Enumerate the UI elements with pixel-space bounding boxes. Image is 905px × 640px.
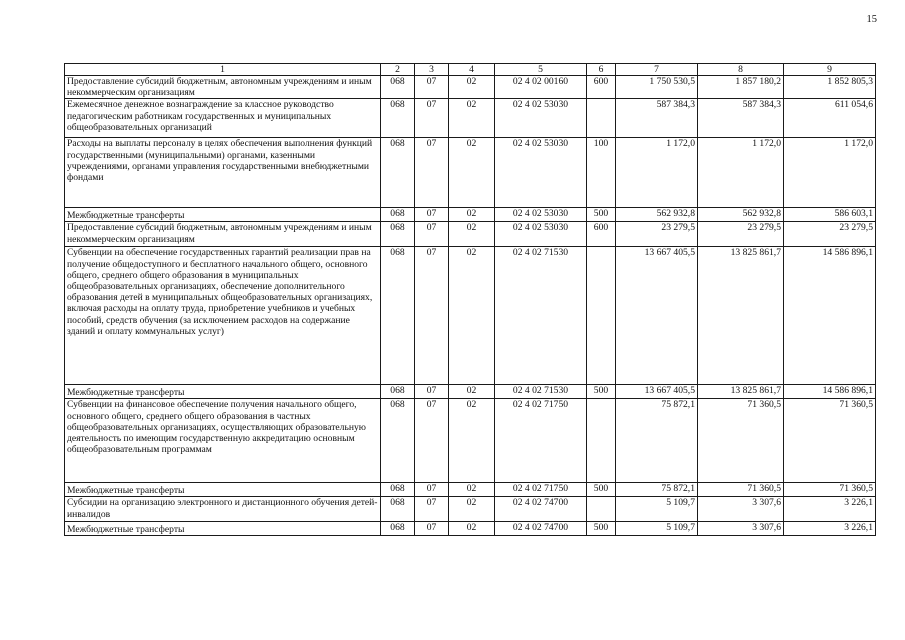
cell-col6: 100 [587,138,616,208]
table-row [65,76,876,99]
row-description: Предоставление субсидий бюджетным, автономным учреждениям и иным некоммерческим организациям [65,76,381,99]
cell-col8: 587 384,3 [698,99,784,138]
cell-col3: 07 [415,497,449,522]
cell-col5: 02 4 02 74700 [495,522,587,536]
row-description: Межбюджетные трансферты [65,483,381,497]
cell-col9: 3 226,1 [784,497,876,522]
header-col-3: 3 [415,64,449,76]
cell-col5: 02 4 02 71530 [495,385,587,399]
cell-col5: 02 4 02 74700 [495,497,587,522]
cell-col4: 02 [449,247,495,385]
cell-col4: 02 [449,222,495,247]
row-description: Предоставление субсидий бюджетным, автономным учреждениям и иным некоммерческим организациям [65,222,381,247]
cell-col9: 586 603,1 [784,208,876,222]
cell-col2: 068 [381,385,415,399]
cell-col6: 500 [587,483,616,497]
cell-col5: 02 4 02 53030 [495,99,587,138]
cell-col8: 3 307,6 [698,497,784,522]
cell-col9: 71 360,5 [784,399,876,483]
cell-col4: 02 [449,76,495,99]
cell-col7: 587 384,3 [616,99,698,138]
row-description: Субвенции на обеспечение государственных гарантий реализации прав на получение общедоступного и бесплатного начального общего, основного общего, среднего общего образования в муниципальных общеобразовательных организациях, обеспечение дополнительного образования детей в муниципальных общеобразовательных организациях, включая расходы на оплату труда, приобретение учебников и учебных пособий, средств обучения (за исключением расходов на содержание зданий и оплату коммунальных услуг) [65,247,381,385]
cell-col6: 600 [587,222,616,247]
header-col-5: 5 [495,64,587,76]
cell-col4: 02 [449,385,495,399]
cell-col6 [587,497,616,522]
cell-col4: 02 [449,522,495,536]
cell-col3: 07 [415,399,449,483]
cell-col3: 07 [415,385,449,399]
cell-col5: 02 4 02 00160 [495,76,587,99]
cell-col7: 562 932,8 [616,208,698,222]
cell-col6: 600 [587,76,616,99]
cell-col2: 068 [381,99,415,138]
cell-col3: 07 [415,138,449,208]
table-row [65,385,876,399]
cell-col9: 1 852 805,3 [784,76,876,99]
cell-col6: 500 [587,385,616,399]
cell-col8: 562 932,8 [698,208,784,222]
header-col-9: 9 [784,64,876,76]
cell-col2: 068 [381,76,415,99]
cell-col3: 07 [415,522,449,536]
cell-col9: 14 586 896,1 [784,385,876,399]
cell-col3: 07 [415,208,449,222]
cell-col2: 068 [381,222,415,247]
cell-col8: 13 825 861,7 [698,385,784,399]
cell-col8: 3 307,6 [698,522,784,536]
cell-col9: 1 172,0 [784,138,876,208]
cell-col7: 13 667 405,5 [616,385,698,399]
cell-col9: 71 360,5 [784,483,876,497]
cell-col2: 068 [381,138,415,208]
cell-col7: 5 109,7 [616,497,698,522]
cell-col7: 75 872,1 [616,483,698,497]
cell-col2: 068 [381,399,415,483]
header-col-7: 7 [616,64,698,76]
cell-col7: 1 750 530,5 [616,76,698,99]
cell-col3: 07 [415,76,449,99]
cell-col4: 02 [449,399,495,483]
cell-col9: 23 279,5 [784,222,876,247]
budget-table [64,63,876,536]
table-row [65,522,876,536]
row-description: Расходы на выплаты персоналу в целях обеспечения выполнения функций государственными (муниципальными) органами, казенными учреждениями, органами управления государственными внебюджетными фондами [65,138,381,208]
cell-col5: 02 4 02 71750 [495,483,587,497]
cell-col8: 13 825 861,7 [698,247,784,385]
cell-col5: 02 4 02 71750 [495,399,587,483]
cell-col4: 02 [449,138,495,208]
cell-col4: 02 [449,497,495,522]
cell-col8: 71 360,5 [698,483,784,497]
table-row [65,222,876,247]
row-description: Межбюджетные трансферты [65,385,381,399]
cell-col5: 02 4 02 53030 [495,208,587,222]
cell-col9: 611 054,6 [784,99,876,138]
cell-col3: 07 [415,222,449,247]
cell-col3: 07 [415,483,449,497]
table-row [65,497,876,522]
cell-col3: 07 [415,99,449,138]
cell-col8: 1 172,0 [698,138,784,208]
cell-col2: 068 [381,522,415,536]
row-description: Субсидии на организацию электронного и дистанционного обучения детей-инвалидов [65,497,381,522]
cell-col2: 068 [381,247,415,385]
cell-col2: 068 [381,497,415,522]
cell-col8: 71 360,5 [698,399,784,483]
cell-col2: 068 [381,483,415,497]
header-col-1: 1 [65,64,381,76]
table-row [65,483,876,497]
table-row [65,247,876,385]
page-number: 15 [866,14,877,25]
cell-col8: 1 857 180,2 [698,76,784,99]
row-description: Межбюджетные трансферты [65,522,381,536]
cell-col7: 1 172,0 [616,138,698,208]
cell-col5: 02 4 02 53030 [495,138,587,208]
table-row [65,138,876,208]
cell-col6: 500 [587,208,616,222]
cell-col9: 3 226,1 [784,522,876,536]
cell-col4: 02 [449,99,495,138]
cell-col6: 500 [587,522,616,536]
table-row [65,208,876,222]
row-description: Межбюджетные трансферты [65,208,381,222]
cell-col3: 07 [415,247,449,385]
cell-col7: 5 109,7 [616,522,698,536]
header-col-4: 4 [449,64,495,76]
header-col-6: 6 [587,64,616,76]
table-header-row [65,64,876,76]
cell-col7: 13 667 405,5 [616,247,698,385]
row-description: Ежемесячное денежное вознаграждение за классное руководство педагогическим работникам государственных и муниципальных общеобразовательных организаций [65,99,381,138]
cell-col7: 75 872,1 [616,399,698,483]
table-row [65,399,876,483]
cell-col9: 14 586 896,1 [784,247,876,385]
cell-col6 [587,247,616,385]
cell-col7: 23 279,5 [616,222,698,247]
header-col-2: 2 [381,64,415,76]
cell-col5: 02 4 02 53030 [495,222,587,247]
row-description: Субвенции на финансовое обеспечение получения начального общего, основного общего, среднего общего образования в частных общеобразовательных организациях, осуществляющих образовательную деятельность по имеющим государственную аккредитацию основным общеобразовательным программам [65,399,381,483]
header-col-8: 8 [698,64,784,76]
cell-col4: 02 [449,208,495,222]
cell-col5: 02 4 02 71530 [495,247,587,385]
table-row [65,99,876,138]
cell-col8: 23 279,5 [698,222,784,247]
cell-col6 [587,99,616,138]
cell-col4: 02 [449,483,495,497]
cell-col2: 068 [381,208,415,222]
cell-col6 [587,399,616,483]
